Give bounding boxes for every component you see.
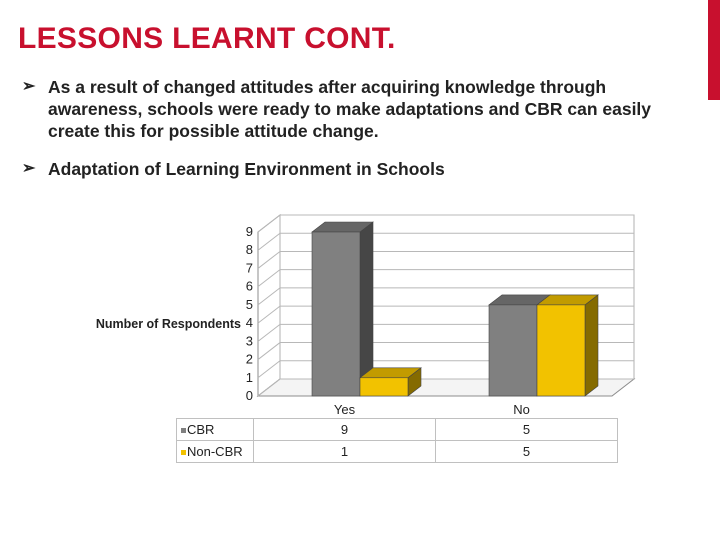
y-tick-label: 8 [245, 242, 253, 258]
slide-title: LESSONS LEARNT CONT. [18, 22, 396, 55]
y-tick-label: 1 [245, 369, 253, 385]
bar-cbr-yes [312, 232, 360, 396]
y-tick-label: 2 [245, 351, 253, 367]
table-cell-cbr-no: 5 [436, 419, 618, 441]
legend-swatch-noncbr [181, 450, 186, 455]
legend-cbr [177, 419, 254, 441]
table-cell-cbr-yes: 9 [254, 419, 436, 441]
y-axis-label: Number of Respondents [95, 317, 241, 331]
arrow-bullet-icon: ➢ [22, 78, 36, 95]
legend-noncbr [177, 441, 254, 463]
y-tick-label: 9 [245, 224, 253, 239]
table-row-cbr [177, 419, 618, 441]
x-category-label: No [513, 402, 530, 417]
bar-non-cbr-no [537, 305, 585, 396]
bullet-text: Adaptation of Learning Environment in Schools [48, 159, 445, 179]
y-tick-label: 4 [245, 315, 253, 331]
arrow-bullet-icon: ➢ [22, 160, 36, 177]
legend-label-noncbr: Non-CBR [187, 444, 243, 459]
x-category-label: Yes [333, 402, 356, 417]
bar-non-cbr-yes [360, 378, 408, 396]
bar-side-non-cbr-no [585, 295, 598, 396]
y-tick-label: 0 [245, 388, 253, 403]
bullet-text: As a result of changed attitudes after acquiring knowledge through awareness, schools were ready to make adaptations and CBR can easily create this for possible attitude change. [48, 77, 652, 141]
legend-label-cbr: CBR [187, 422, 215, 437]
table-row-noncbr [177, 441, 618, 463]
chart-data-table [176, 418, 618, 463]
table-cell-noncbr-no: 5 [436, 441, 618, 463]
y-tick-label: 6 [245, 278, 253, 294]
bar-cbr-no [489, 305, 537, 396]
y-tick-label: 5 [245, 296, 253, 312]
table-cell-noncbr-yes: 1 [254, 441, 436, 463]
legend-swatch-cbr [181, 428, 186, 433]
y-tick-label: 7 [245, 260, 253, 276]
y-tick-label: 3 [245, 333, 253, 349]
